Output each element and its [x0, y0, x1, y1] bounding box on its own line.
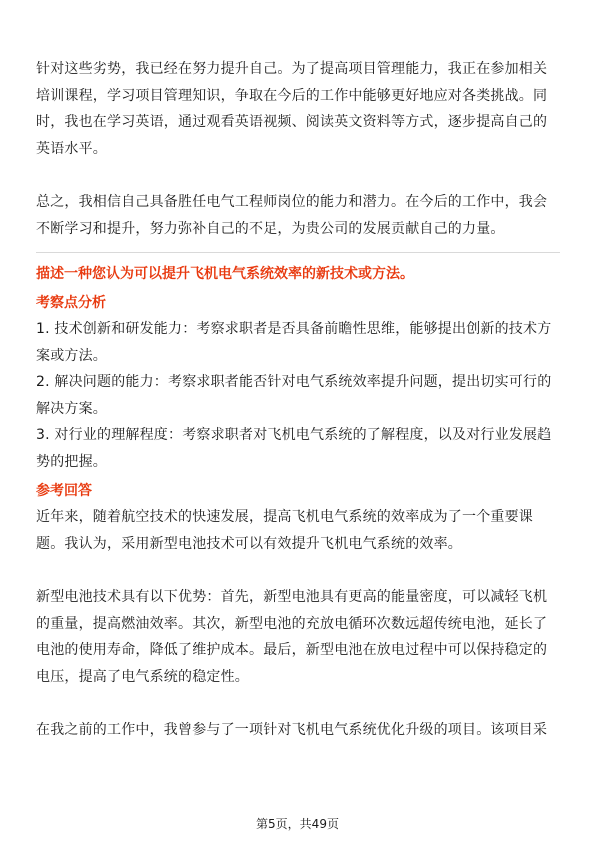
analysis-item-3: 3. 对行业的理解程度：考察求职者对飞机电气系统的了解程度，以及对行业发展趋势的把握。	[36, 427, 552, 470]
section-divider	[36, 252, 560, 253]
paragraph-gap	[36, 162, 560, 189]
intro-paragraph-2: 总之，我相信自己具备胜任电气工程师岗位的能力和潜力。在今后的工作中，我会不断学习和提升，努力弥补自己的不足，为贵公司的发展贡献自己的力量。	[36, 194, 548, 237]
document-body	[36, 56, 560, 744]
page-number-footer: 第5页，共49页	[256, 817, 339, 831]
answer-paragraph-1: 近年来，随着航空技术的快速发展，提高飞机电气系统的效率成为了一个重要课题。我认为，采用新型电池技术可以有效提升飞机电气系统的效率。	[36, 509, 533, 552]
answer-paragraph-2: 新型电池技术具有以下优势：首先，新型电池具有更高的能量密度，可以减轻飞机的重量，提高燃油效率。其次，新型电池的充放电循环次数远超传统电池，延长了电池的使用寿命，降低了维护成本。最后，新型电池在放电过程中可以保持稳定的电压，提高了电气系统的稳定性。	[36, 589, 548, 685]
answer-paragraph-3: 在我之前的工作中，我曾参与了一项针对飞机电气系统优化升级的项目。该项目采	[36, 722, 548, 738]
interview-question: 描述一种您认为可以提升飞机电气系统效率的新技术或方法。	[36, 266, 414, 282]
paragraph-gap	[36, 557, 560, 584]
intro-paragraph-1: 针对这些劣势，我已经在努力提升自己。为了提高项目管理能力，我正在参加相关培训课程，学习项目管理知识，争取在今后的工作中能够更好地应对各类挑战。同时，我也在学习英语，通过观看英语视频、阅读英文资料等方式，逐步提高自己的英语水平。	[36, 61, 548, 157]
answer-title: 参考回答	[36, 483, 92, 499]
analysis-item-2: 2. 解决问题的能力：考察求职者能否针对电气系统效率提升问题，提出切实可行的解决方案。	[36, 374, 552, 417]
analysis-item-1: 1. 技术创新和研发能力：考察求职者是否具备前瞻性思维，能够提出创新的技术方案或方法。	[36, 321, 552, 364]
analysis-title: 考察点分析	[36, 295, 106, 311]
paragraph-gap	[36, 690, 560, 717]
